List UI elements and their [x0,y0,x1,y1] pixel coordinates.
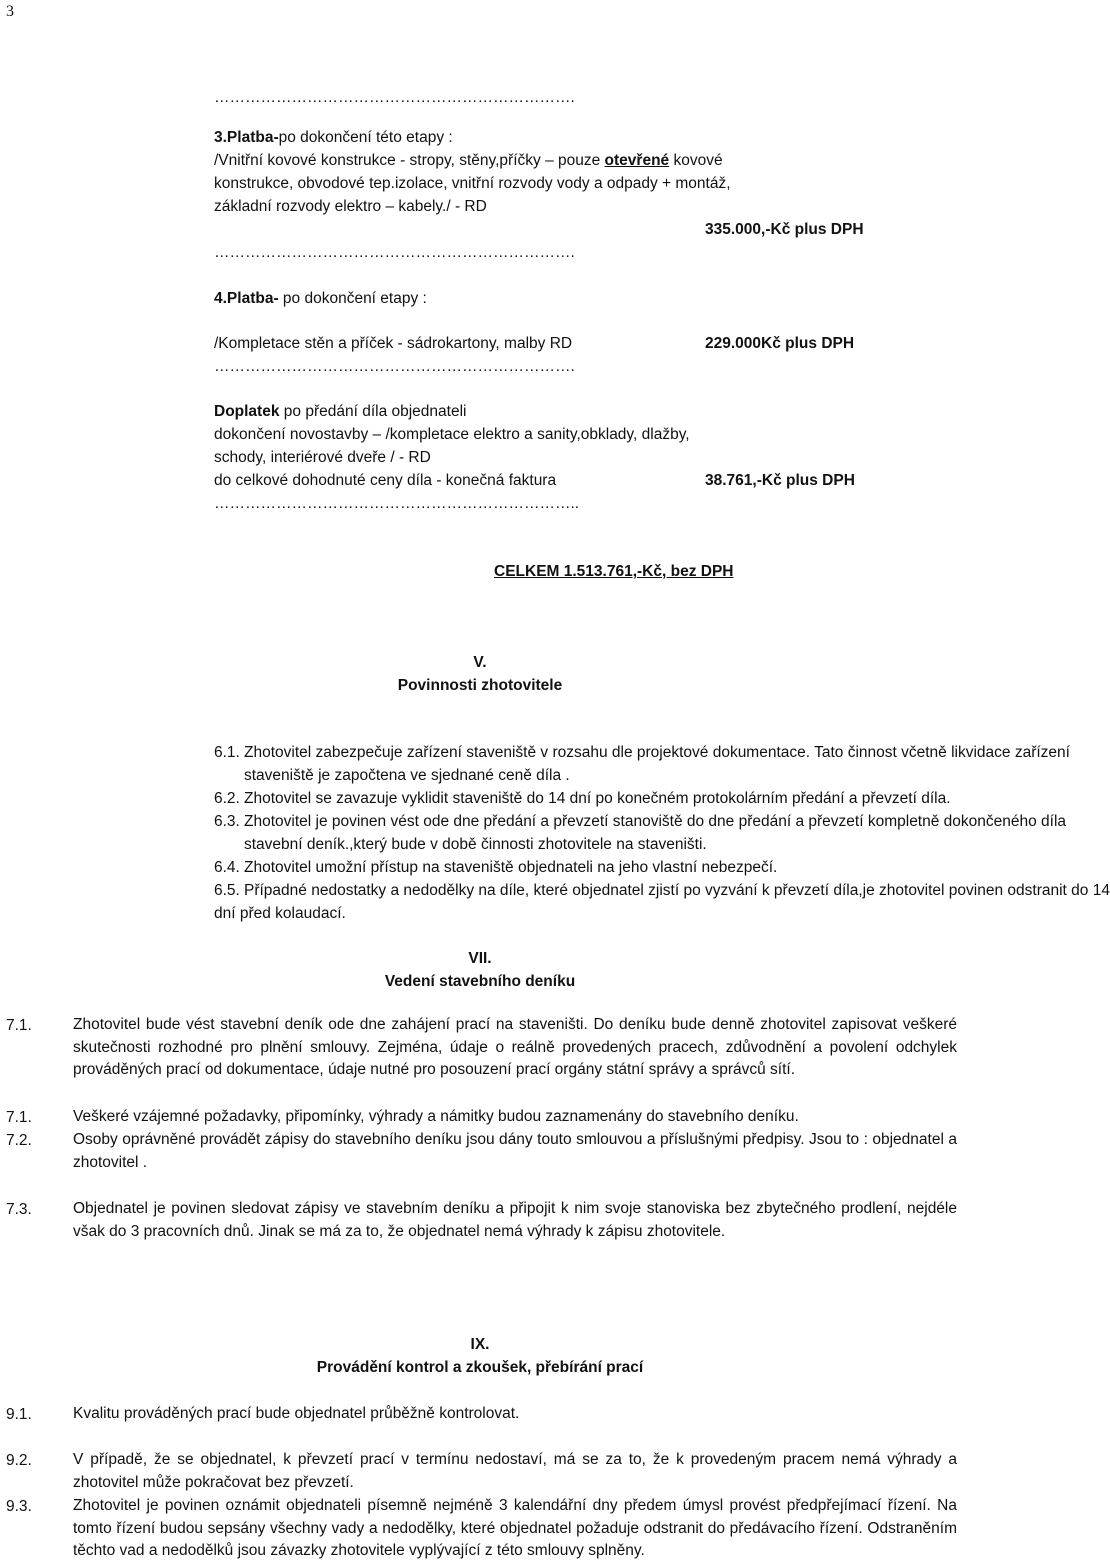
payment-3-line-3: konstrukce, obvodové tep.izolace, vnitřní rozvody vody a odpady + montáž, [214,175,731,192]
final-payment-title: Doplatek [214,403,280,420]
final-payment-line-2: dokončení novostavby – /kompletace elektro a sanity,obklady, dlažby, [214,426,690,443]
list-item-number: 7.2. [6,1132,32,1149]
final-payment-amount: 38.761,-Kč plus DPH [705,472,855,489]
section-9-heading: Provádění kontrol a zkoušek, přebírání prací [316,1359,644,1376]
list-item-continuation: staveniště je započtena ve sjednané ceně díla . [244,767,570,784]
list-item-number: 6.5. [214,882,240,899]
payment-4-line-1: 4.Platba- po dokončení etapy : [214,290,427,307]
list-item-number: 6.2. [214,790,240,807]
final-payment-line-3: schody, interiérové dveře / - RD [214,449,431,466]
payment-4-title: 4.Platba- [214,290,279,307]
list-item-continuation: dní před kolaudací. [214,905,346,922]
list-item: Zhotovitel umožní přístup na staveniště objednateli na jeho vlastní nebezpečí. [244,859,778,876]
dotted-separator: ……………………………………………………………. [214,89,575,106]
payment-3-line-2: /Vnitřní kovové konstrukce - stropy, stěny,příčky – pouze otevřené kovové [214,152,723,169]
payment-3-amount: 335.000,-Kč plus DPH [705,221,864,238]
payment-3-line-1: 3.Platba-po dokončení této etapy : [214,129,453,146]
list-item: Objednatel je povinen sledovat zápisy ve stavebním deníku a připojit k nim svoje stanoviska bez zbytečného prodlení, nejdéle však do 3 pracovních dnů. Jinak se má za to, že objednatel nemá výhrady k zápisu zhotovitele. [73,1200,957,1240]
section-7-numeral: VII. [468,950,492,967]
section-5-numeral: V. [473,654,487,671]
dotted-separator: …………………………………………………………….. [214,495,580,512]
list-item: Zhotovitel je povinen vést ode dne předání a převzetí stanoviště do dne předání a převzetí kompletně dokončeného díla [244,813,1067,830]
payment-3-line-4: základní rozvody elektro – kabely./ - RD [214,198,487,215]
section-7-heading: Vedení stavebního deníku [384,973,576,990]
list-item-number: 9.1. [6,1406,32,1423]
list-item: Veškeré vzájemné požadavky, připomínky, výhrady a námitky budou zaznamenány do stavebního deníku. [73,1108,799,1125]
list-item-number: 7.1. [6,1017,32,1034]
dotted-separator: ……………………………………………………………. [214,358,575,375]
list-item: Zhotovitel bude vést stavební deník ode dne zahájení prací na staveništi. Do deníku bude denně zhotovitel zapisovat veškeré skutečnosti rozhodné pro plnění smlouvy. Zejména, údaje o reálně provedených pracech, zdůvodnění a povolení odchylek prováděných prací od dokumentace, údaje nutné pro posouzení prací orgány státní správy a správců sítí. [73,1016,957,1078]
final-payment-line-1: Doplatek po předání díla objednateli [214,403,467,420]
list-item: V případě, že se objednatel, k převzetí prací v termínu nedostaví, má se za to, že k provedeným pracem nemá výhrady a zhotovitel může pokračovat bez převzetí. [73,1451,957,1491]
list-item: Osoby oprávněné provádět zápisy do stavebního deníku jsou dány touto smlouvou a příslušnými předpisy. Jsou to : objednatel a zhotovitel . [73,1131,957,1171]
list-item: Zhotovitel se zavazuje vyklidit staveniště do 14 dní po konečném protokolárním předání a převzetí díla. [244,790,951,807]
payment-4-line-2: /Kompletace stěn a příček - sádrokartony, malby RD [214,335,573,352]
section-9-numeral: IX. [470,1336,490,1353]
section-5-heading: Povinnosti zhotovitele [397,677,563,694]
list-item: Kvalitu prováděných prací bude objednatel průběžně kontrolovat. [73,1405,520,1422]
list-item: Zhotovitel zabezpečuje zařízení staveniště v rozsahu dle projektové dokumentace. Tato činnost včetně likvidace zařízení [244,744,1070,761]
payment-4-amount: 229.000Kč plus DPH [705,335,855,352]
list-item: Zhotovitel je povinen oznámit objednateli písemně nejméně 3 kalendářní dny předem úmysl provést předpřejímací řízení. Na tomto řízení budou sepsány všechny vady a nedodělky, které objednatel požaduje odstranit do předávacího řízení. Odstraněním těchto vad a nedodělků jsou závazky zhotovitele vyplývající z této smlouvy splněny. [73,1497,957,1559]
list-item-number: 7.3. [6,1201,32,1218]
total-amount: CELKEM 1.513.761,-Kč, bez DPH [494,563,734,580]
dotted-separator: ……………………………………………………………. [214,244,575,261]
highlight-word: otevřené [604,152,670,169]
list-item: Případné nedostatky a nedodělky na díle, které objednatel zjistí po vyzvání k převzetí díla,je zhotovitel povinen odstranit do 14 [244,882,1110,899]
list-item-number: 7.1. [6,1109,32,1126]
list-item-number: 6.3. [214,813,240,830]
list-item-continuation: stavební deník.,který bude v době činnosti zhotovitele na staveništi. [244,836,707,853]
final-payment-line-4: do celkové dohodnuté ceny díla - konečná faktura [214,472,557,489]
list-item-number: 6.4. [214,859,240,876]
list-item-number: 9.2. [6,1452,32,1469]
list-item-number: 6.1. [214,744,240,761]
payment-3-title: 3.Platba- [214,129,279,146]
list-item-number: 9.3. [6,1498,32,1515]
page-number: 3 [6,3,14,20]
